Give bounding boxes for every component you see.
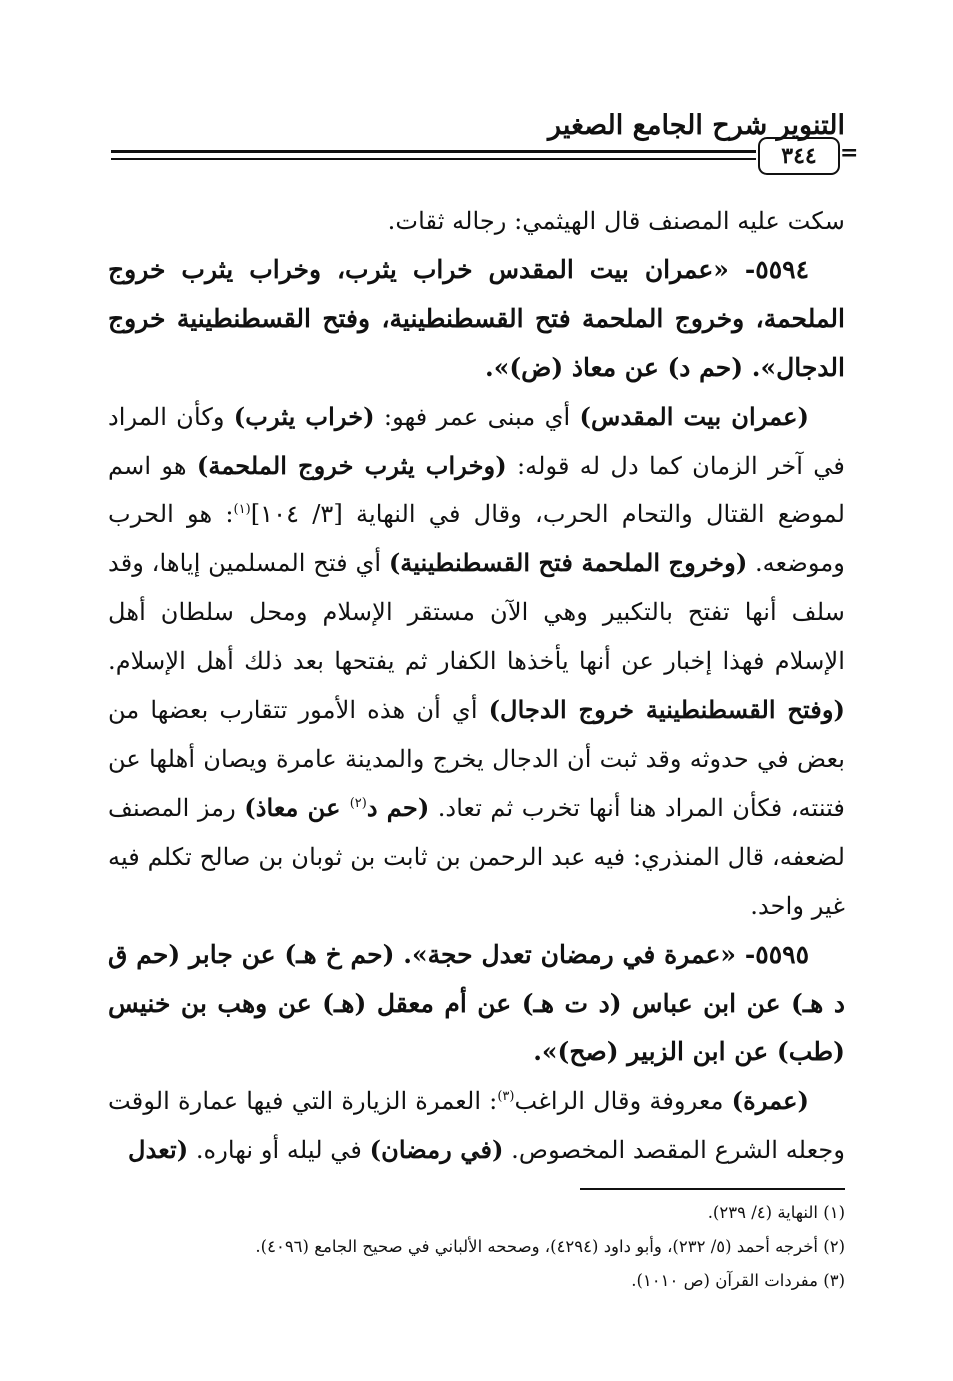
commentary-text: أي أن هذه الأمور تتقارب بعضها من بعض في حدوثه وقد ثبت أن الدجال يخرج والمدينة عامرة ويصان أهلها عن فتنته، فكأن المراد هنا أنها تخرب ثم تعاد.: [108, 696, 845, 822]
quoted-phrase: (تعدل: [128, 1135, 189, 1165]
footnote-separator: [580, 1188, 845, 1190]
footnotes: [108, 1196, 845, 1298]
quoted-phrase: (وفتح القسطنطينية خروج الدجال): [488, 695, 845, 725]
commentary-text: أي فتح المسلمين إياها، وقد سلف أنها تفتح بالتكبير وهي الآن مستقر الإسلام ومحل سلطان أهل الإسلام فهذا إخبار عن أنها يأخذها الكفار ثم يفتحها بعد ذلك أهل الإسلام.: [108, 549, 845, 676]
hadith-text: «عمرة في رمضان تعدل حجة». (حم خ هـ) عن جابر (حم ق د هـ) عن ابن عباس (د ت هـ) عن أم معقل (هـ) عن وهب بن خنيس (طب) عن ابن الزبير (صح)».: [108, 939, 845, 1067]
quoted-phrase: (عمرة): [731, 1086, 809, 1116]
hadith-number: ٥٥٩٥-: [744, 939, 809, 969]
page-number-box: [758, 137, 840, 175]
footnote-ref[interactable]: (٣): [497, 1089, 515, 1105]
quoted-phrase: (حم د: [366, 792, 430, 822]
quoted-phrase: (في رمضان): [369, 1135, 504, 1165]
quoted-phrase: (وخروج الملحمة فتح القسطنطينية): [388, 548, 748, 578]
footnote-2: (٢) أخرجه أحمد (٥/ ٢٣٢)، وأبو داود (٤٢٩٤)، وصححه الألباني في صحيح الجامع (٤٠٩٦).: [255, 1237, 845, 1256]
header-marker: =: [840, 140, 859, 166]
hadith-text: «عمران بيت المقدس خراب يثرب، وخراب يثرب خروج الملحمة، وخروج الملحمة فتح القسطنطينية، وفتح القسطنطينية خروج الدجال». (حم د) عن معاذ (ض)».: [108, 254, 845, 382]
quoted-phrase: (عمران بيت المقدس): [579, 401, 809, 431]
commentary-5594: [108, 393, 845, 931]
header-rule-bottom: [111, 158, 756, 160]
footnote-3: (٣) مفردات القرآن (ص ١٠١٠).: [631, 1271, 845, 1290]
running-header-title: التنوير شرح الجامع الصغير: [548, 110, 845, 141]
commentary-text: هو اسم لموضع القتال والتحام الحرب، وقال في النهاية [٣/ ١٠٤]: [108, 451, 845, 529]
commentary-5595: [108, 1077, 845, 1175]
commentary-text: : هو الحرب وموضعه.: [108, 500, 845, 578]
footnote-ref[interactable]: (٢): [349, 795, 367, 811]
commentary-text: وكأن المراد في آخر الزمان كما دل له قوله:: [108, 402, 845, 480]
footnote-ref[interactable]: (١): [233, 502, 251, 518]
quoted-phrase: (خراب يثرب): [233, 401, 375, 431]
commentary-text: أي مبنى عمر فهو:: [374, 402, 580, 431]
quoted-phrase: (وخراب يثرب خروج الملحمة): [196, 450, 507, 480]
page-number: ٣٤٤: [781, 143, 817, 169]
header-rule-top: [111, 150, 756, 153]
footnote-1: (١) النهاية (٤/ ٢٣٩).: [707, 1203, 845, 1222]
hadith-number: ٥٥٩٤-: [744, 254, 809, 284]
hadith-5594: [108, 246, 845, 393]
quoted-phrase: عن معاذ): [244, 792, 350, 822]
paragraph-intro: سكت عليه المصنف قال الهيثمي: رجاله ثقات.: [387, 207, 845, 235]
main-text: [108, 197, 845, 1175]
commentary-text: : العمرة الزيارة التي فيها عمارة الوقت وجعله الشرع المقصد المخصوص.: [108, 1087, 845, 1165]
commentary-text: معروفة وقال الراغب: [514, 1087, 732, 1116]
commentary-text: رمز المصنف لضعفه، قال المنذري: فيه عبد الرحمن بن ثابت بن ثوبان بن صالح تكلم فيه غير واحد.: [108, 793, 845, 920]
hadith-5595: [108, 931, 845, 1078]
commentary-text: في ليله أو نهاره.: [188, 1136, 370, 1165]
